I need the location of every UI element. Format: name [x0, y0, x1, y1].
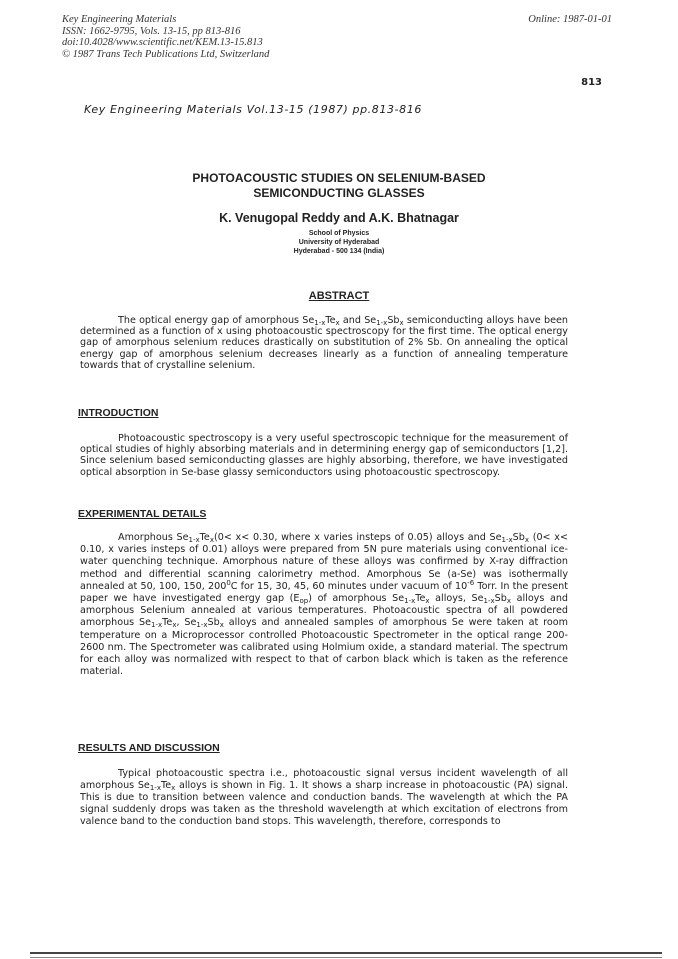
affiliation-line: Hyderabad - 500 134 (India): [293, 248, 385, 255]
page-number: 813: [581, 77, 602, 88]
footer-rule: [30, 957, 662, 958]
header-line: © 1987 Trans Tech Publications Ltd, Switzerland: [62, 48, 270, 60]
publication-header: [62, 14, 269, 60]
results-text: Typical photoacoustic spectra i.e., photoacoustic signal versus incident wavelength of all amorphous $Se_{1-x}Te_x$ alloys is shown in Fig. 1. It shows a sharp increase in photoacoustic (PA) signal. This is due to transition between valence and conduction bands. The wavelength at which the PA signal suddenly drops was taken as the threshold wavelength at which excitation of electrons from valence band to the conduction band stops. This wavelength, therefore, corresponds to: [80, 768, 568, 827]
affiliation-line: School of Physics: [308, 230, 370, 237]
title-line: SEMICONDUCTING GLASSES: [253, 186, 425, 200]
journal-citation: Key Engineering Materials Vol.13-15 (1987) pp.813-816: [84, 103, 422, 116]
affiliation: [0, 229, 678, 256]
header-line: doi:10.4028/www.scientific.net/KEM.13-15.813: [62, 37, 263, 48]
header-line: ISSN: 1662-9795, Vols. 13-15, pp 813-816: [62, 25, 241, 37]
title-line: PHOTOACOUSTIC STUDIES ON SELENIUM-BASED: [192, 171, 486, 185]
abstract-heading: ABSTRACT: [308, 290, 370, 302]
abstract-text: The optical energy gap of amorphous $Se_{1-x}Te_x$ and $Se_{1-x}Sb_x$ semiconducting alloys have been determined as a function of x using photoacoustic spectroscopy for the first time. The optical energy gap of amorphous selenium reduces drastically on substitution of 2% Sb. On annealing the optical energy gap of amorphous selenium decreases linearly as a function of annealing temperature towards that of crystalline selenium.: [80, 315, 569, 371]
introduction-text: Photoacoustic spectroscopy is a very useful spectroscopic technique for the measurement of optical studies of highly absorbing materials and in determining energy gap of semiconductors [1,2]. Since selenium based semiconducting glasses are highly absorbing, therefore, we have investigated optical absorption in Se-base glassy semiconductors using photoacoustic spectroscopy.: [80, 433, 568, 478]
affiliation-line: University of Hyderabad: [298, 239, 380, 246]
footer-rule: [30, 952, 662, 954]
introduction-heading: INTRODUCTION: [78, 407, 159, 419]
paper-title: [0, 171, 678, 201]
authors: K. Venugopal Reddy and A.K. Bhatnagar: [219, 211, 459, 225]
header-line: Key Engineering Materials: [62, 14, 177, 25]
experimental-heading: EXPERIMENTAL DETAILS: [78, 508, 207, 520]
online-date: Online: 1987-01-01: [528, 14, 612, 25]
experimental-text: Amorphous $Se_{1-x}Te_x(0< x< 0.30$, where x varies insteps of 0.05) alloys and $Se_{1-x}Sb_x$ (0< x< 0.10, x varies insteps of 0.01) alloys were prepared from 5N pure materials using conventional ice-water quenching technique. Amorphous nature of these alloys was confirmed by X-ray diffraction method and differential scanning calorimetry method. Amorphous Se (a-Se) was isothermally annealed at 50, 100, 150, $200^0C$ for 15, 30, 45, 60 minutes under vacuum of $10^{-6}$ Torr. In the present paper we have investigated energy gap $(E_{op})$ of amorphous $Se_{1-x}Te_x$ alloys, $Se_{1-x}Sb_x$ alloys and amorphous Selenium annealed at various temperatures. Photoacoustic spectra of all powdered amorphous $Se_{1-x}Te_x$, $Se_{1-x}Sb_x$ alloys and annealed samples of amorphous Se were taken at room temperature on a Microprocessor controlled Photoacoustic Spectrometer in the optical range 200-2600 nm. The Spectrometer was calibrated using Holmium oxide, a standard material. The spectrum for each alloy was normalized with respect to that of carbon black which is taken as the reference material.: [80, 532, 568, 678]
results-heading: RESULTS AND DISCUSSION: [78, 742, 220, 754]
